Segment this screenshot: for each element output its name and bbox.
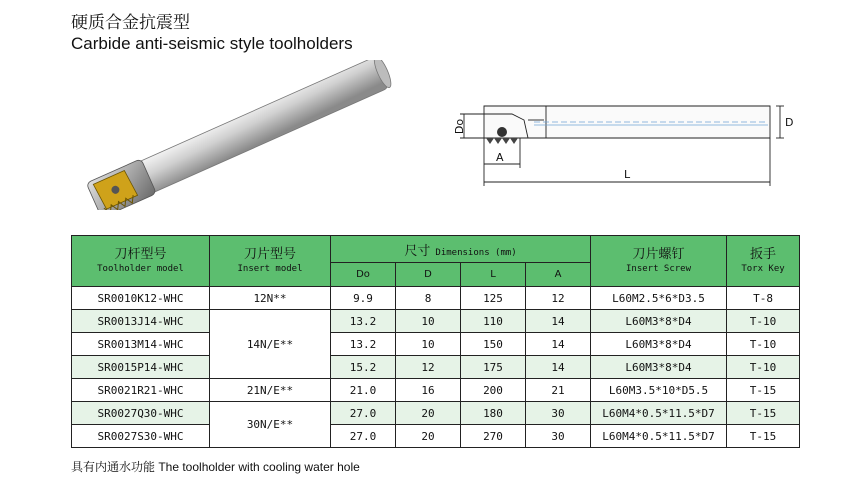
cell-a: 14: [526, 333, 591, 356]
label-l: L: [624, 168, 631, 181]
cell-screw: L60M3*8*D4: [591, 356, 727, 379]
cell-a: 14: [526, 310, 591, 333]
cell-d: 10: [396, 333, 461, 356]
label-d: D: [785, 116, 794, 129]
cell-model: SR0027S30-WHC: [72, 425, 210, 448]
cell-a: 30: [526, 402, 591, 425]
cell-a: 12: [526, 287, 591, 310]
cell-model: SR0027Q30-WHC: [72, 402, 210, 425]
cell-model: SR0015P14-WHC: [72, 356, 210, 379]
cell-l: 175: [461, 356, 526, 379]
col-toolholder-model: [72, 236, 210, 287]
cell-screw: L60M3*8*D4: [591, 333, 727, 356]
cell-l: 200: [461, 379, 526, 402]
label-do: Do: [453, 118, 467, 135]
table-row: [72, 287, 800, 310]
cell-d: 20: [396, 402, 461, 425]
table-row: [72, 310, 800, 333]
cell-do: 9.9: [331, 287, 396, 310]
cell-do: 15.2: [331, 356, 396, 379]
cell-l: 125: [461, 287, 526, 310]
key-zh: 扳手: [750, 247, 777, 262]
insert-zh: 刀片型号: [243, 247, 296, 262]
cell-d: 10: [396, 310, 461, 333]
screw-zh: 刀片螺钉: [632, 247, 685, 262]
table-row: [72, 402, 800, 425]
cell-l: 150: [461, 333, 526, 356]
col-insert-screw: [591, 236, 727, 287]
cell-key: T-15: [727, 402, 800, 425]
cell-model: SR0021R21-WHC: [72, 379, 210, 402]
cell-key: T-8: [727, 287, 800, 310]
table-row: [72, 379, 800, 402]
cell-insert: 12N**: [210, 287, 331, 310]
cell-do: 13.2: [331, 333, 396, 356]
cell-screw: L60M2.5*6*D3.5: [591, 287, 727, 310]
cell-key: T-15: [727, 425, 800, 448]
cell-l: 110: [461, 310, 526, 333]
cell-screw: L60M3*8*D4: [591, 310, 727, 333]
col-d: D: [396, 263, 461, 287]
key-en: Torx Key: [741, 264, 785, 274]
title-english: Carbide anti-seismic style toolholders: [71, 34, 353, 53]
cell-screw: L60M3.5*10*D5.5: [591, 379, 727, 402]
toolholder-photo: [76, 60, 406, 210]
cell-do: 27.0: [331, 425, 396, 448]
cell-d: 16: [396, 379, 461, 402]
col-dimensions: [331, 236, 591, 263]
cell-insert: 14N/E**: [210, 310, 331, 379]
dims-en: Dimensions (mm): [435, 247, 517, 258]
cell-model: SR0010K12-WHC: [72, 287, 210, 310]
title-chinese: 硬质合金抗震型: [71, 13, 190, 33]
footnote: 具有内通水功能 The toolholder with cooling water hole: [71, 460, 360, 474]
cell-model: SR0013J14-WHC: [72, 310, 210, 333]
cell-key: T-10: [727, 310, 800, 333]
col-l: L: [461, 263, 526, 287]
cell-key: T-10: [727, 333, 800, 356]
cell-do: 13.2: [331, 310, 396, 333]
cell-d: 20: [396, 425, 461, 448]
table-row: [72, 356, 800, 379]
cell-a: 30: [526, 425, 591, 448]
cell-l: 180: [461, 402, 526, 425]
table-row: [72, 425, 800, 448]
cell-key: T-10: [727, 356, 800, 379]
toolholder-en: Toolholder model: [97, 264, 184, 274]
dims-zh: 尺寸: [404, 243, 431, 259]
cell-a: 21: [526, 379, 591, 402]
cell-screw: L60M4*0.5*11.5*D7: [591, 425, 727, 448]
cell-l: 270: [461, 425, 526, 448]
toolholder-zh: 刀杆型号: [114, 247, 167, 262]
cell-a: 14: [526, 356, 591, 379]
cell-do: 27.0: [331, 402, 396, 425]
cell-screw: L60M4*0.5*11.5*D7: [591, 402, 727, 425]
col-a: A: [526, 263, 591, 287]
cell-key: T-15: [727, 379, 800, 402]
table-row: [72, 333, 800, 356]
cell-insert: 30N/E**: [210, 402, 331, 448]
col-insert-model: [210, 236, 331, 287]
insert-en: Insert model: [237, 264, 303, 274]
spec-table: [71, 235, 800, 448]
col-torx-key: [727, 236, 800, 287]
screw-en: Insert Screw: [626, 264, 692, 274]
cell-do: 21.0: [331, 379, 396, 402]
cell-insert: 21N/E**: [210, 379, 331, 402]
label-a: A: [496, 151, 504, 164]
cell-model: SR0013M14-WHC: [72, 333, 210, 356]
cell-d: 8: [396, 287, 461, 310]
cell-d: 12: [396, 356, 461, 379]
col-do: Do: [331, 263, 396, 287]
